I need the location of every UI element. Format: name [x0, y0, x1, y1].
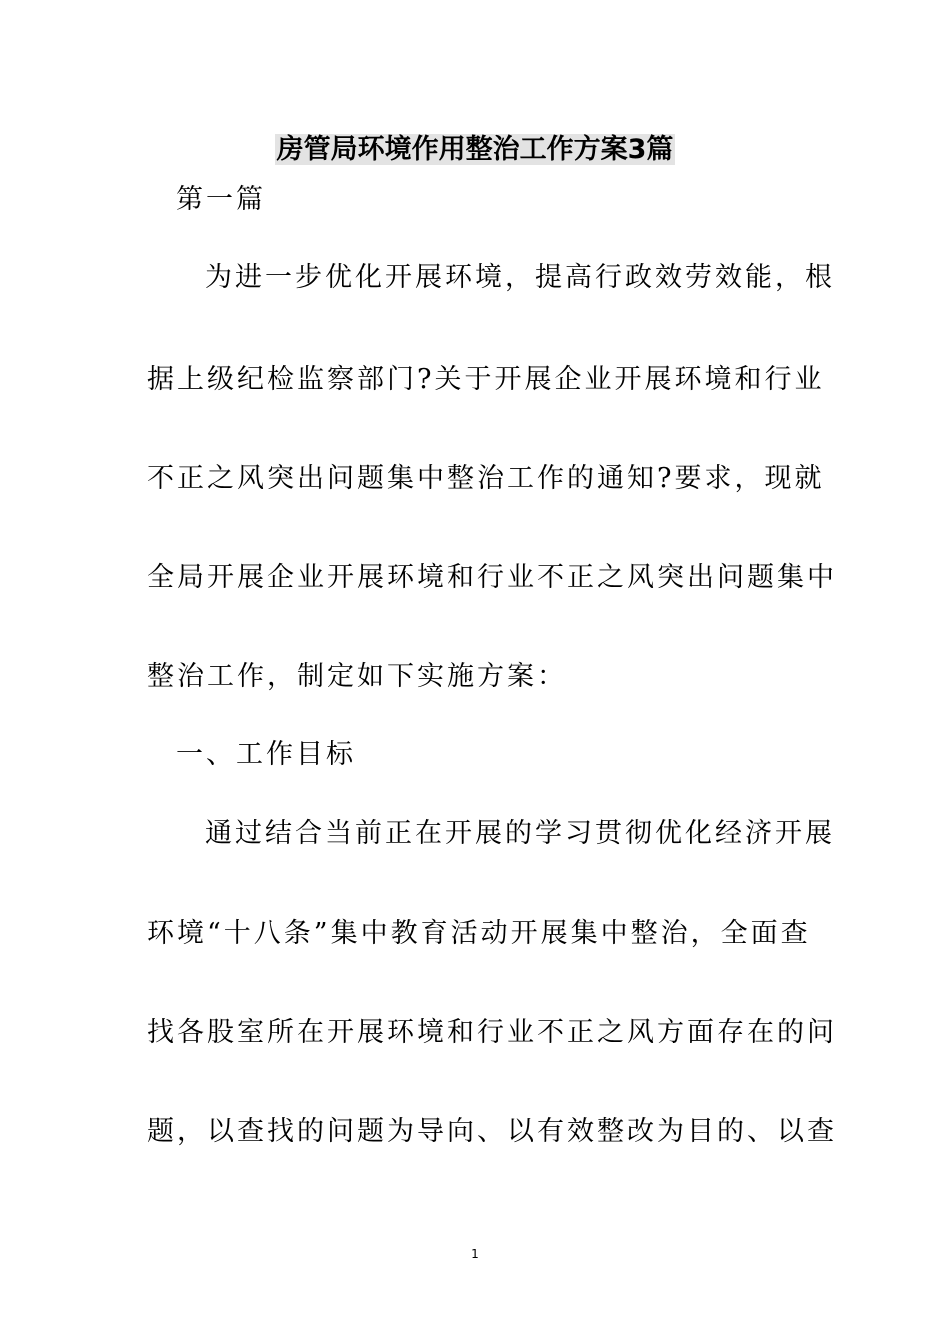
paragraph-line: 不正之风突出问题集中整治工作的通知?要求，现就 — [147, 463, 825, 494]
paragraph-line: 找各股室所在开展环境和行业不正之风方面存在的问 — [147, 1017, 837, 1048]
paragraph-line: 题，以查找的问题为导向、以有效整改为目的、以查 — [147, 1116, 837, 1147]
section-heading-first: 第一篇 — [176, 184, 266, 215]
paragraph-line: 环境“十八条”集中教育活动开展集中整治，全面查 — [147, 918, 811, 949]
paragraph-line: 通过结合当前正在开展的学习贯彻优化经济开展 — [205, 818, 835, 849]
paragraph-line: 整治工作，制定如下实施方案： — [147, 661, 567, 692]
document-title-text: 房管局环境作用整治工作方案3篇 — [276, 134, 674, 165]
paragraph-line: 全局开展企业开展环境和行业不正之风突出问题集中 — [147, 562, 837, 593]
section-heading-goals: 一、工作目标 — [176, 739, 356, 770]
paragraph-line: 为进一步优化开展环境，提高行政效劳效能，根 — [205, 262, 835, 293]
page-number: 1 — [471, 1247, 479, 1261]
paragraph-line: 据上级纪检监察部门?关于开展企业开展环境和行业 — [147, 364, 825, 395]
document-title — [0, 132, 950, 168]
